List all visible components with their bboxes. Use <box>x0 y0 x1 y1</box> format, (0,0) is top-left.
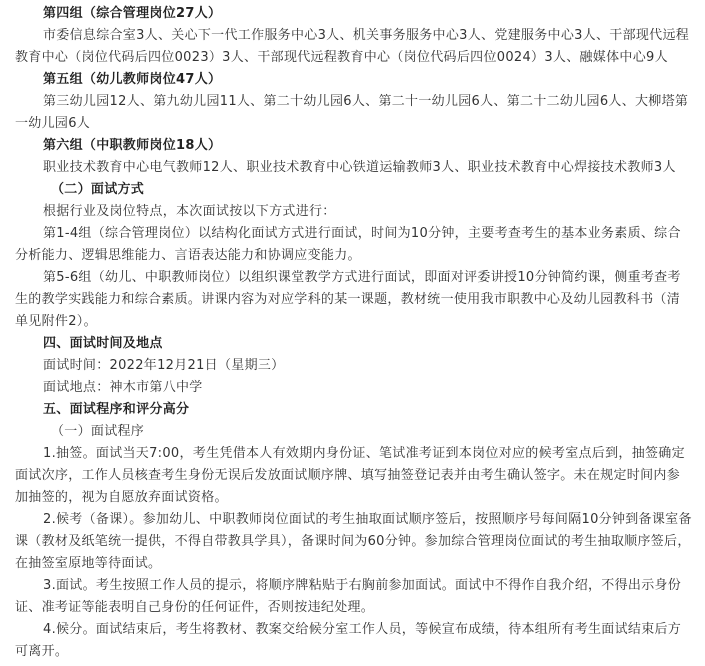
procedure-step-1: 1.抽签。面试当天7:00，考生凭借本人有效期内身份证、笔试准考证到本岗位对应的候考室点后到，抽签确定面试次序，工作人员核查考生身份无误后发放面试顺序牌、填写抽签登记表并由考生确认签字。未在规定时间内参加抽签的，视为自愿放弃面试资格。 <box>15 446 685 505</box>
method-intro: 根据行业及岗位特点，本次面试按以下方式进行： <box>43 204 336 219</box>
interview-place: 面试地点：神木市第八中学 <box>43 380 203 395</box>
procedure-step-3: 3.面试。考生按照工作人员的提示，将顺序牌粘贴于右胸前参加面试。面试中不得作自我介绍，不得出示身份证、准考证等能表明自己身份的任何证件，否则按违纪处理。 <box>15 578 682 615</box>
group5-body: 第三幼儿园12人、第九幼儿园11人、第二十幼儿园6人、第二十一幼儿园6人、第二十二幼儿园6人、大柳塔第一幼儿园6人 <box>15 94 689 131</box>
method-paragraph-1: 第1-4组（综合管理岗位）以结构化面试方式进行面试，时间为10分钟，主要考查考生的基本业务素质、综合分析能力、逻辑思维能力、言语表达能力和协调应变能力。 <box>15 226 681 263</box>
time-place-heading: 四、面试时间及地点 <box>43 336 163 351</box>
group6-body: 职业技术教育中心电气教师12人、职业技术教育中心铁道运输教师3人、职业技术教育中心焊接技术教师3人 <box>43 160 676 175</box>
method-paragraph-2: 第5-6组（幼儿、中职教师岗位）以组织课堂教学方式进行面试，即面对评委讲授10分钟简约课，侧重考查考生的教学实践能力和综合素质。讲课内容为对应学科的某一课题，教材统一使用我市职教中心及幼儿园教科书（清单见附件2）。 <box>15 270 681 329</box>
procedure-heading: 五、面试程序和评分高分 <box>43 402 190 417</box>
procedure-step-2: 2.候考（备课）。参加幼儿、中职教师岗位面试的考生抽取面试顺序签后，按照顺序号每间隔10分钟到备课室备课（教材及纸笔统一提供，不得自带教具学具），备课时间为60分钟。参加综合管理岗位面试的考生抽取顺序签后，在抽签室原地等待面试。 <box>15 512 692 571</box>
group4-title: 第四组（综合管理岗位27人） <box>43 6 222 21</box>
procedure-subheading: （一）面试程序 <box>51 424 145 439</box>
method-heading: （二）面试方式 <box>51 182 145 197</box>
group4-body: 市委信息综合室3人、关心下一代工作服务中心3人、机关事务服务中心3人、党建服务中心3人、干部现代远程教育中心（岗位代码后四位0023）3人、干部现代远程教育中心（岗位代码后四位0024）3人、融媒体中心9人 <box>15 28 690 65</box>
interview-time: 面试时间：2022年12月21日（星期三） <box>43 358 285 373</box>
group6-title: 第六组（中职教师岗位18人） <box>43 138 222 153</box>
group5-title: 第五组（幼儿教师岗位47人） <box>43 72 222 87</box>
procedure-step-4: 4.候分。面试结束后，考生将教材、教案交给候分室工作人员，等候宣布成绩，待本组所有考生面试结束后方可离开。 <box>15 622 682 659</box>
